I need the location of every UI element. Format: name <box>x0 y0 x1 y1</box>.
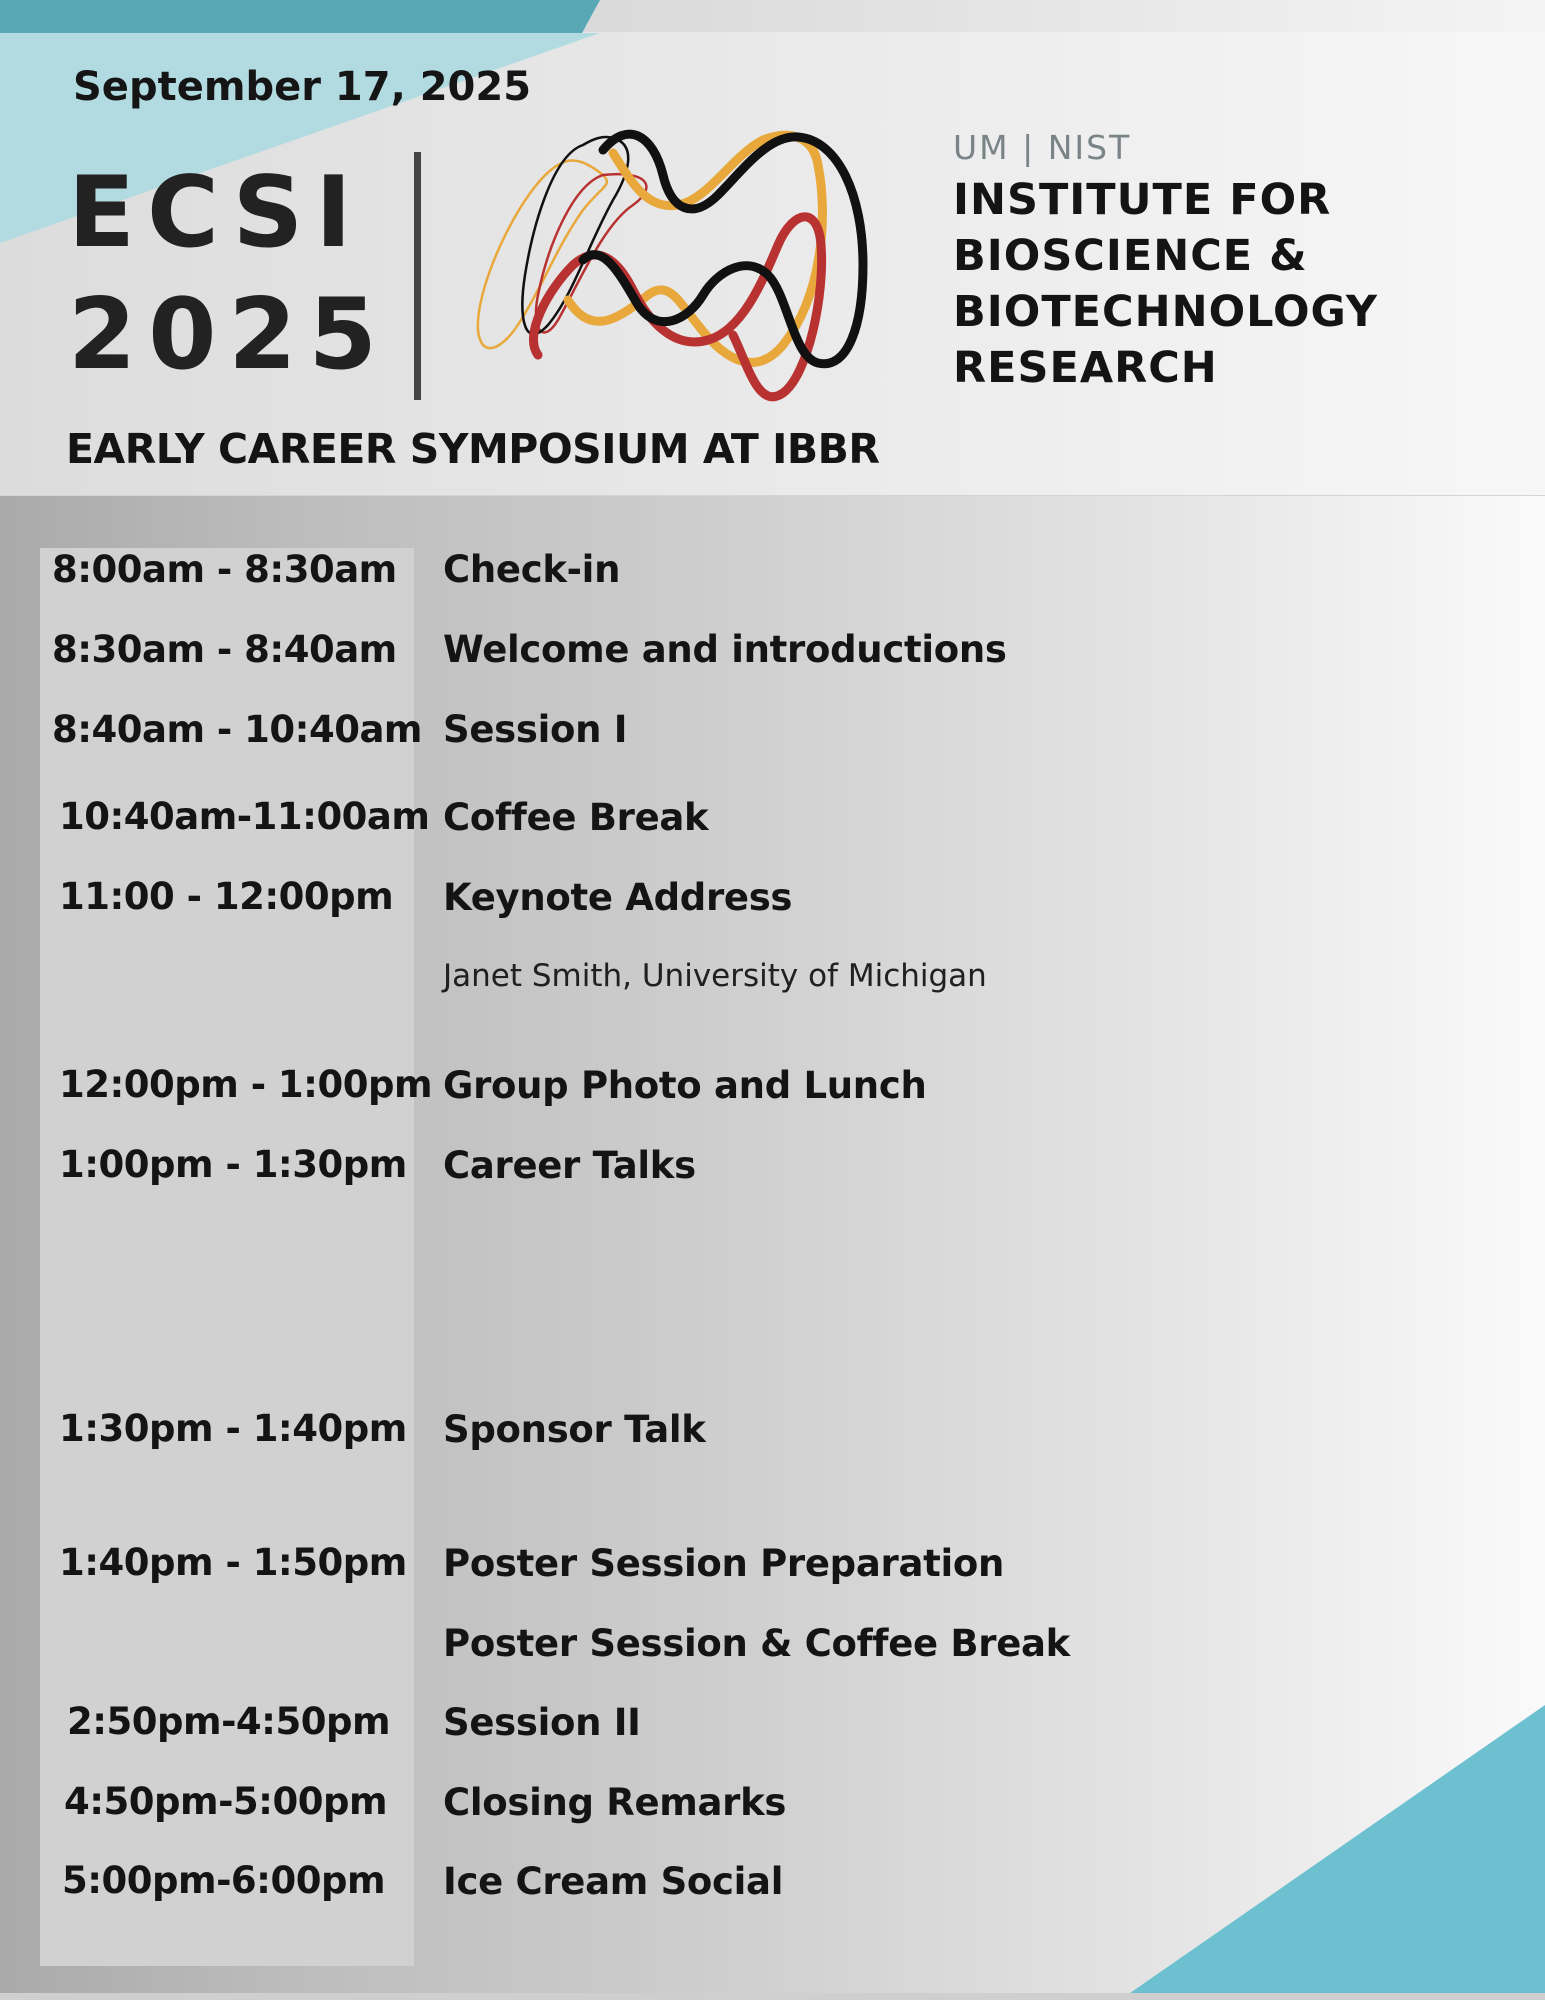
schedule-time: 5:00pm-6:00pm <box>62 1859 385 1902</box>
header-divider <box>414 152 421 400</box>
schedule-event: Welcome and introductions <box>443 628 1007 671</box>
schedule-time: 4:50pm-5:00pm <box>64 1780 387 1823</box>
org-name-line: BIOSCIENCE & <box>953 231 1308 281</box>
schedule-event: Check-in <box>443 548 621 591</box>
teal-accent-top <box>0 0 600 33</box>
event-title-line1: ECSI <box>68 156 364 270</box>
org-affiliation: UM | NIST <box>953 128 1132 167</box>
schedule-event: Session I <box>443 708 628 751</box>
schedule-time: 2:50pm-4:50pm <box>67 1700 390 1743</box>
schedule-event: Coffee Break <box>443 796 709 839</box>
schedule-event: Poster Session Preparation <box>443 1542 1005 1585</box>
schedule-event: Keynote Address <box>443 876 793 919</box>
schedule-time: 1:40pm - 1:50pm <box>59 1541 407 1584</box>
org-name <box>953 172 1378 396</box>
event-title <box>68 152 389 396</box>
schedule-event: Career Talks <box>443 1144 696 1187</box>
schedule-time: 1:30pm - 1:40pm <box>59 1407 407 1450</box>
schedule-event: Closing Remarks <box>443 1781 787 1824</box>
schedule-time: 8:40am - 10:40am <box>52 708 422 751</box>
schedule-event: Group Photo and Lunch <box>443 1064 927 1107</box>
time-column-panel <box>40 548 414 1966</box>
schedule-event: Session II <box>443 1701 641 1744</box>
schedule-time: 1:00pm - 1:30pm <box>59 1143 407 1186</box>
keynote-speaker: Janet Smith, University of Michigan <box>443 958 987 994</box>
schedule-event: Ice Cream Social <box>443 1860 784 1903</box>
org-name-line: INSTITUTE FOR <box>953 175 1332 225</box>
event-title-line2: 2025 <box>68 278 389 392</box>
org-name-line: RESEARCH <box>953 343 1218 393</box>
schedule-time: 8:30am - 8:40am <box>52 628 397 671</box>
org-name-line: BIOTECHNOLOGY <box>953 287 1379 337</box>
event-subtitle: EARLY CAREER SYMPOSIUM AT IBBR <box>66 425 880 473</box>
schedule-event: Sponsor Talk <box>443 1408 706 1451</box>
schedule-time: 10:40am-11:00am <box>59 795 430 838</box>
bottom-strip <box>0 1993 1545 2000</box>
schedule-time: 12:00pm - 1:00pm <box>59 1063 433 1106</box>
event-date: September 17, 2025 <box>73 64 532 110</box>
schedule-time: 11:00 - 12:00pm <box>59 875 394 918</box>
schedule-event: Poster Session & Coffee Break <box>443 1622 1070 1665</box>
squiggle-logo-icon <box>463 125 888 415</box>
schedule-time: 8:00am - 8:30am <box>52 548 397 591</box>
